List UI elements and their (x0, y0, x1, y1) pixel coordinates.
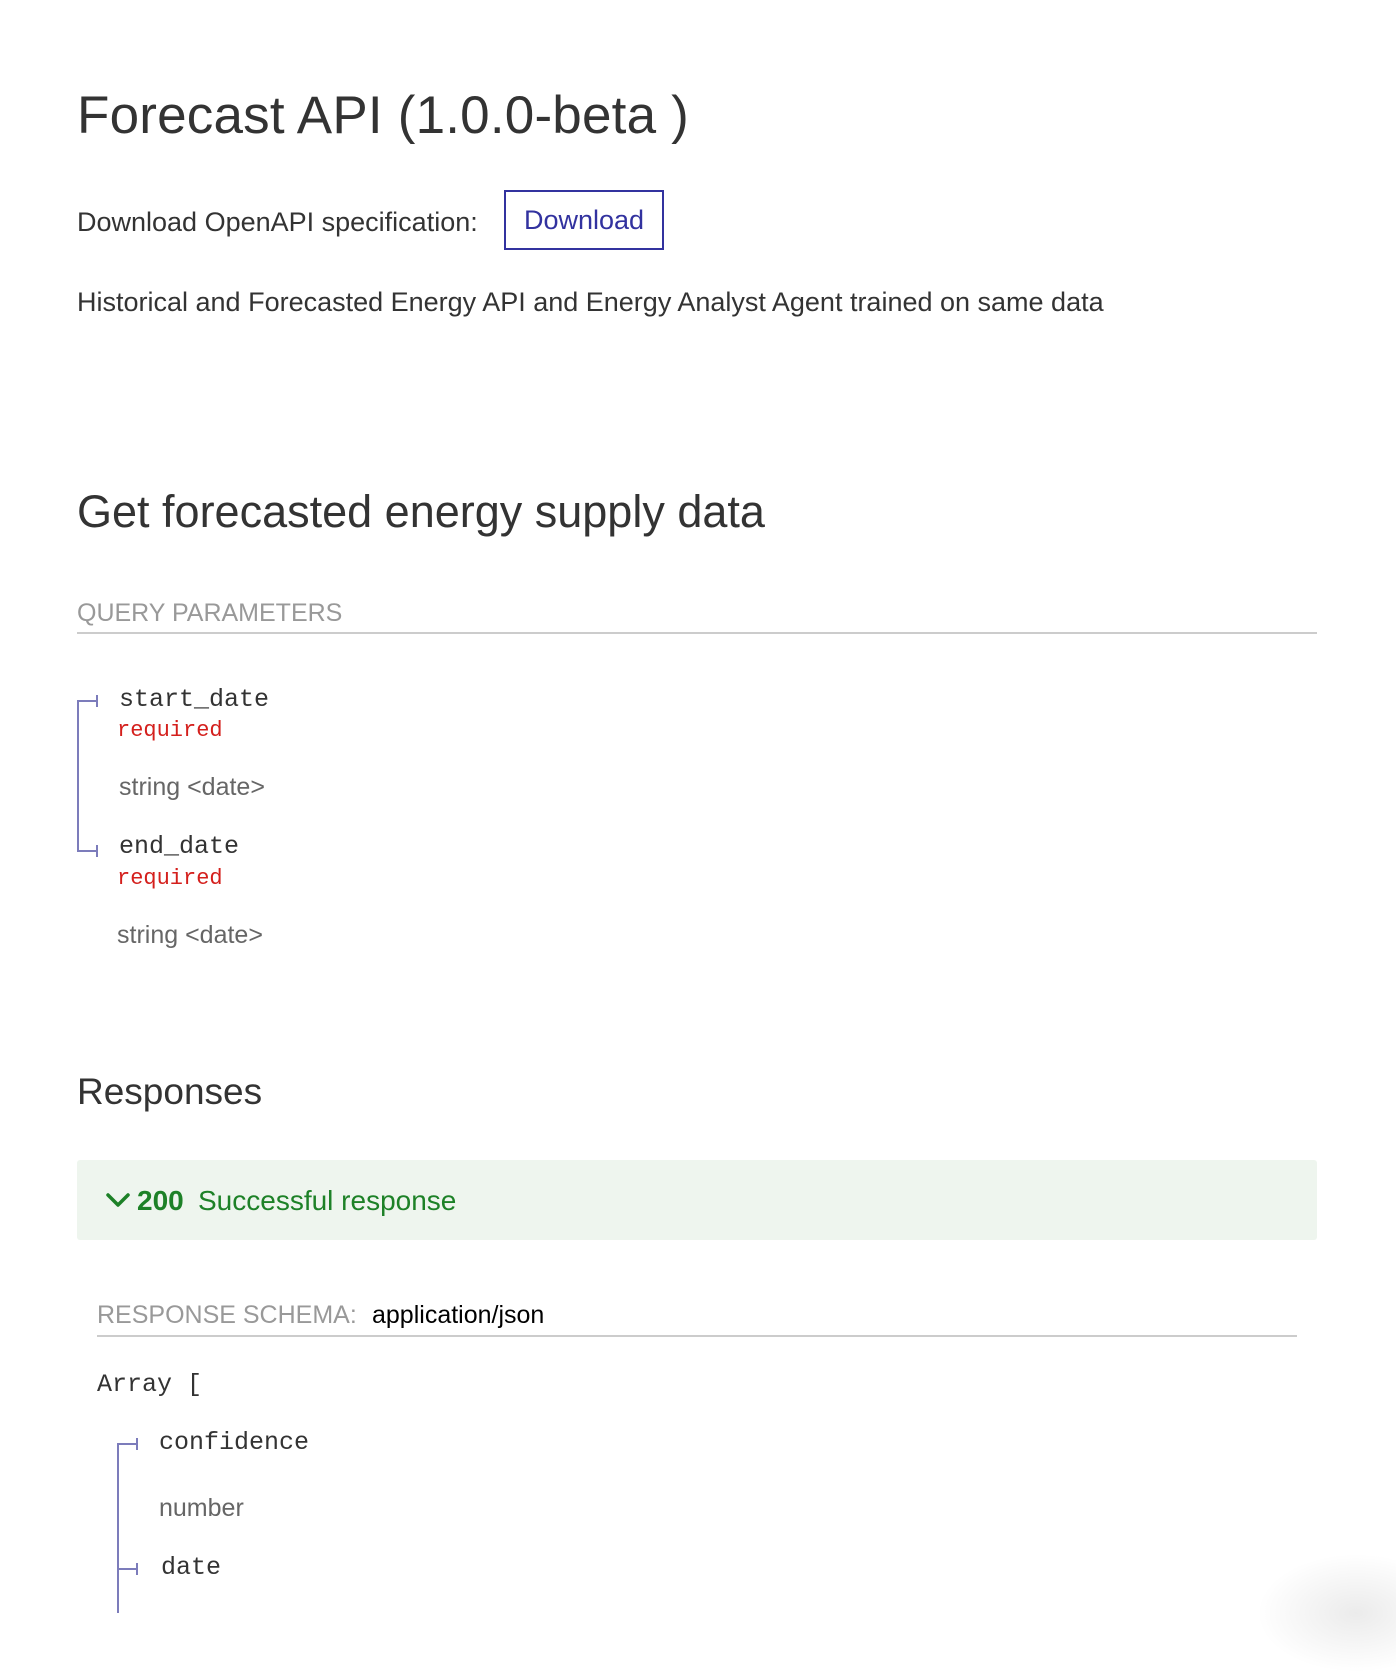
schema-tree-branch (117, 1443, 137, 1445)
operation-title: Get forecasted energy supply data (77, 486, 765, 537)
param-tree-branch-tick (96, 845, 98, 857)
param-tree-line (77, 700, 79, 852)
schema-tree-line (117, 1443, 119, 1613)
response-content-type: application/json (372, 1301, 545, 1329)
query-parameters-divider (77, 632, 1317, 634)
param-tree-branch (77, 700, 97, 702)
param-required-badge: required (117, 866, 223, 891)
response-description: Successful response (198, 1185, 457, 1216)
schema-field-name: confidence (159, 1428, 310, 1457)
download-spec-label: Download OpenAPI specification: (77, 207, 478, 237)
api-title: Forecast API (1.0.0-beta ) (77, 86, 690, 145)
schema-tree-branch-tick (136, 1563, 138, 1575)
param-tree-branch (77, 850, 97, 852)
response-schema-divider (97, 1335, 1297, 1337)
schema-tree-branch-tick (136, 1438, 138, 1450)
schema-field-type: number (159, 1494, 244, 1522)
schema-tree-branch (117, 1568, 137, 1570)
download-button[interactable]: Download (504, 190, 664, 250)
corner-shadow (1256, 1553, 1396, 1673)
schema-array-open: Array [ (97, 1370, 203, 1399)
responses-title: Responses (77, 1071, 263, 1112)
api-description: Historical and Forecasted Energy API and Energy Analyst Agent trained on same data (77, 287, 1104, 317)
query-parameters-label: QUERY PARAMETERS (77, 599, 343, 627)
response-status-code: 200 (137, 1185, 184, 1216)
param-tree-branch-tick (96, 695, 98, 707)
param-name: end_date (119, 832, 240, 861)
param-type: string <date> (117, 921, 263, 949)
param-required-badge: required (117, 718, 223, 743)
chevron-down-icon (104, 1188, 132, 1212)
param-name: start_date (119, 685, 270, 714)
response-schema-label: RESPONSE SCHEMA: (97, 1301, 357, 1329)
schema-field-name: date (161, 1553, 222, 1582)
param-type: string <date> (119, 773, 265, 801)
